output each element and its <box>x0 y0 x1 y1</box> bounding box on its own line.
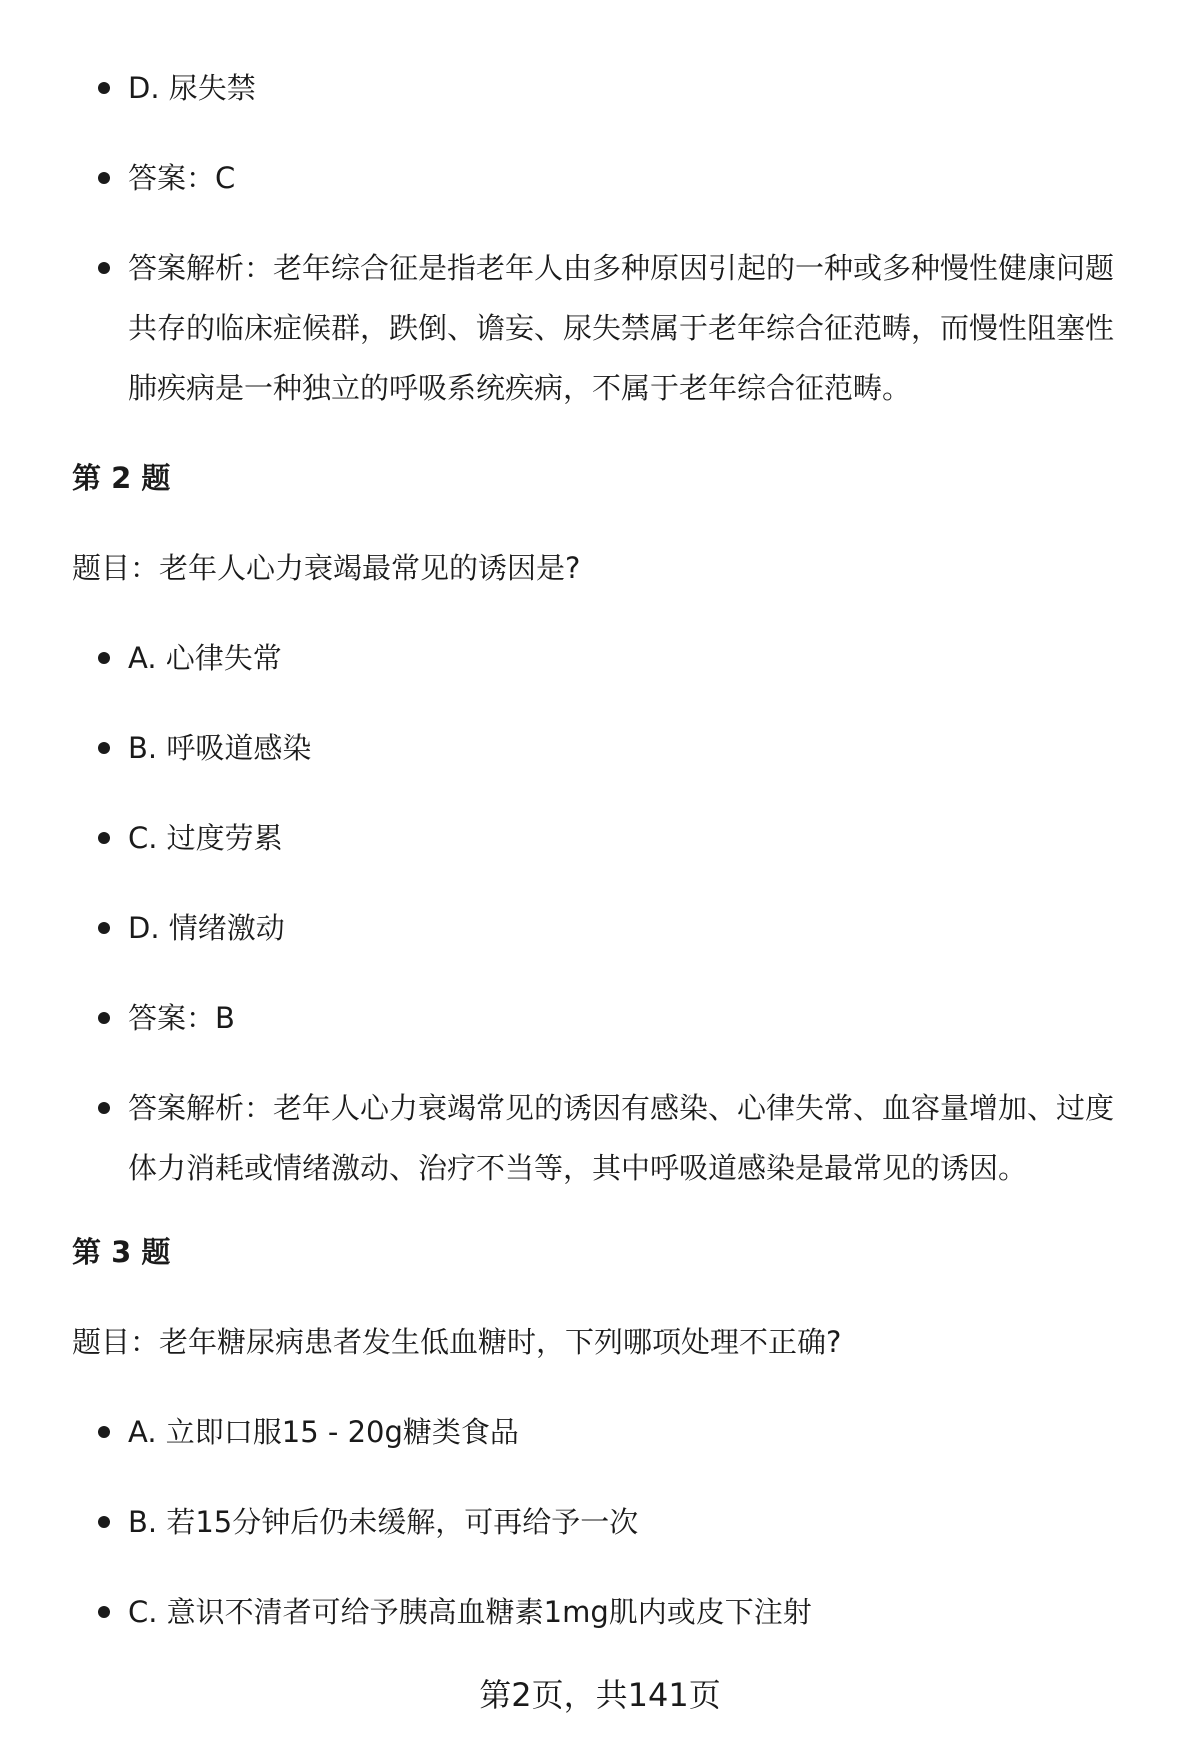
explanation-line-2: 体力消耗或情绪激动、治疗不当等，其中呼吸道感染是最常见的诱因。 <box>128 1151 1028 1185</box>
option-text: A. 心律失常 <box>128 641 282 675</box>
question-stem-3: 题目：老年糖尿病患者发生低血糖时，下列哪项处理不正确? <box>72 1325 842 1359</box>
bullet-icon <box>98 832 110 844</box>
question-heading-2: 第 2 题 <box>72 461 171 495</box>
bullet-icon <box>98 922 110 934</box>
option-text: A. 立即口服15 - 20g糖类食品 <box>128 1415 519 1449</box>
option-text: C. 意识不清者可给予胰高血糖素1mg肌内或皮下注射 <box>128 1595 812 1629</box>
question-stem-2: 题目：老年人心力衰竭最常见的诱因是? <box>72 551 581 585</box>
bullet-icon <box>98 172 110 184</box>
answer-text: 答案：C <box>128 161 236 195</box>
bullet-icon <box>98 1606 110 1618</box>
explanation-line-2: 共存的临床症候群，跌倒、谵妄、尿失禁属于老年综合征范畴，而慢性阻塞性 <box>128 311 1115 345</box>
bullet-icon <box>98 1426 110 1438</box>
explanation-line-3: 肺疾病是一种独立的呼吸系统疾病，不属于老年综合征范畴。 <box>128 371 912 405</box>
bullet-icon <box>98 742 110 754</box>
bullet-icon <box>98 1012 110 1024</box>
bullet-icon <box>98 1516 110 1528</box>
bullet-icon <box>98 1102 110 1114</box>
option-text: B. 若15分钟后仍未缓解，可再给予一次 <box>128 1505 639 1539</box>
bullet-icon <box>98 652 110 664</box>
explanation-line-1: 答案解析：老年综合征是指老年人由多种原因引起的一种或多种慢性健康问题 <box>128 251 1115 285</box>
answer-text: 答案：B <box>128 1001 235 1035</box>
explanation-line-1: 答案解析：老年人心力衰竭常见的诱因有感染、心律失常、血容量增加、过度 <box>128 1091 1115 1125</box>
option-text: D. 情绪激动 <box>128 911 285 945</box>
bullet-icon <box>98 262 110 274</box>
page-number: 第2页，共141页 <box>479 1676 721 1714</box>
bullet-icon <box>98 82 110 94</box>
option-text: D. 尿失禁 <box>128 71 256 105</box>
question-heading-3: 第 3 题 <box>72 1235 171 1269</box>
option-text: C. 过度劳累 <box>128 821 283 855</box>
option-text: B. 呼吸道感染 <box>128 731 312 765</box>
